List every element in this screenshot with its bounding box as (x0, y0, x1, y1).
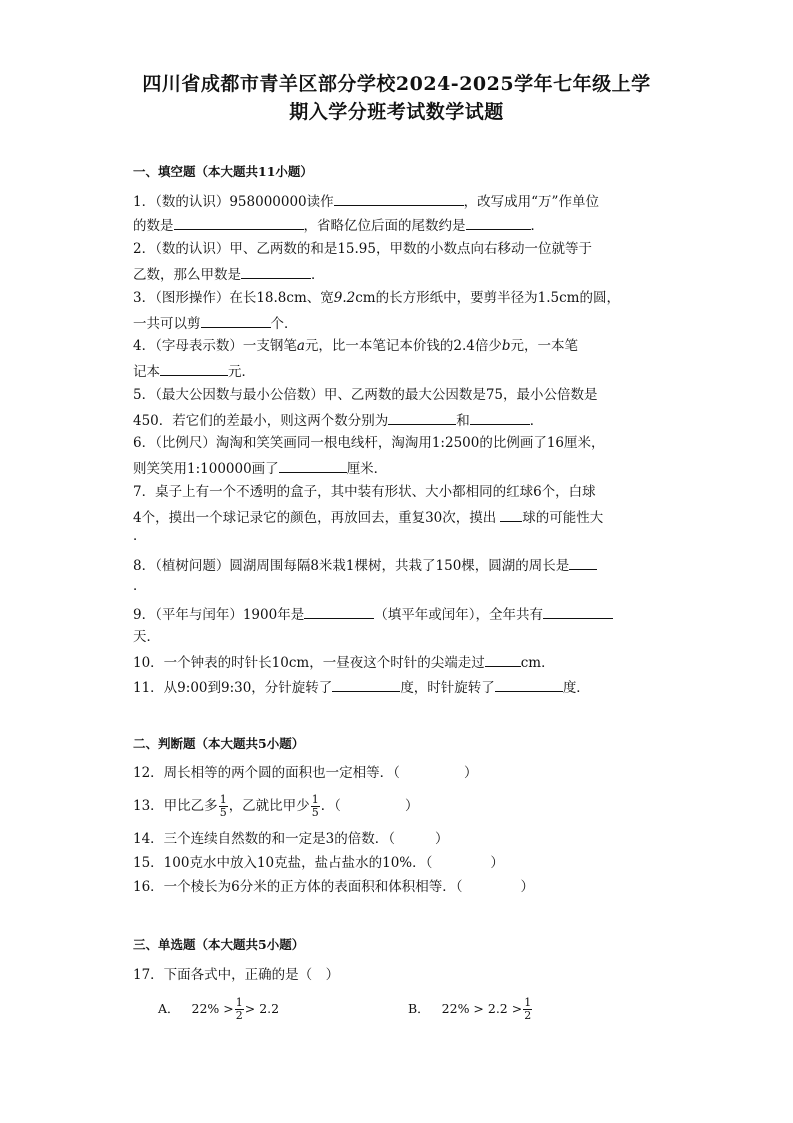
fraction-one-half: $\frac{1}{2}$ (235, 996, 243, 1022)
question-12: 12．周长相等的两个圆的面积也一定相等．（ ） (133, 765, 478, 781)
question-7-line-2: 4个，摸出一个球记录它的颜色，再放回去，重复30次，摸出 球的可能性大 (133, 507, 678, 527)
option-b[interactable]: B． 22% > 2.2 > $\frac{1}{2}$ (408, 996, 532, 1022)
question-4-line-2: 记本 元． (133, 361, 678, 381)
question-1-line-2: 的数是 ，省略亿位后面的尾数约是 ． (133, 215, 678, 235)
question-8-line-2: ． (133, 578, 147, 594)
question-4-line-1: 4．（字母表示数）一支钢笔a元，比一本笔记本价钱的2.4倍少b元，一本笔 (133, 338, 579, 354)
answer-blank[interactable] (388, 410, 456, 425)
fraction-one-half: $\frac{1}{2}$ (524, 996, 532, 1022)
question-13: 13．甲比乙多 $\frac{1}{5}$ ，乙就比甲少 $\frac{1}{5}$ ．（ ） (133, 793, 419, 819)
answer-blank[interactable] (500, 507, 522, 522)
answer-blank[interactable] (569, 555, 597, 570)
question-7-line-1: 7．桌子上有一个不透明的盒子，其中装有形状、大小都相同的红球6个，白球 (133, 484, 596, 500)
question-8-line-1: 8．（植树问题）圆湖周围每隔8米栽1棵树，共栽了150棵，圆湖的周长是 (133, 555, 678, 575)
question-3-line-1: 3．（图形操作）在长18.8cm、宽9.2cm的长方形纸中，要剪半径为1.5cm的圆， (133, 290, 620, 306)
question-11: 11．从9:00到9:30，分针旋转了 度，时针旋转了 度． (133, 677, 678, 697)
question-16: 16．一个棱长为6分米的正方体的表面积和体积相等．（ ） (133, 879, 535, 895)
section-heading-fill-blank: 一、填空题（本大题共11小题） (133, 164, 313, 179)
section-heading-true-false: 二、判断题（本大题共5小题） (133, 736, 305, 751)
question-9-line-1: 9．（平年与闰年）1900年是 （填平年或闰年），全年共有 (133, 604, 678, 624)
question-6-line-1: 6．（比例尺）淘淘和笑笑画同一根电线杆，淘淘用1:2500的比例画了16厘米， (133, 435, 605, 451)
question-14: 14．三个连续自然数的和一定是3的倍数．（ ） (133, 831, 449, 847)
question-10: 10．一个钟表的时针长10cm，一昼夜这个时针的尖端走过 cm． (133, 652, 678, 672)
question-7-line-3: ． (133, 528, 147, 544)
answer-blank[interactable] (304, 604, 374, 619)
fraction-one-fifth: $\frac{1}{5}$ (219, 793, 227, 819)
answer-blank[interactable] (174, 215, 304, 230)
question-6-line-2: 则笑笑用1:100000画了 厘米． (133, 458, 678, 478)
question-3-line-2: 一共可以剪 个． (133, 313, 678, 333)
fraction-one-fifth: $\frac{1}{5}$ (311, 793, 319, 819)
question-5-line-2: 450．若它们的差最小，则这两个数分别为 和 ． (133, 410, 678, 430)
answer-blank[interactable] (495, 677, 563, 692)
answer-blank[interactable] (279, 458, 347, 473)
answer-blank[interactable] (332, 677, 400, 692)
question-2-line-2: 乙数，那么甲数是 ． (133, 264, 678, 284)
answer-blank[interactable] (470, 410, 530, 425)
answer-blank[interactable] (485, 652, 521, 667)
answer-blank[interactable] (466, 215, 531, 230)
section-heading-single-choice: 三、单选题（本大题共5小题） (133, 937, 305, 952)
question-17-stem: 17．下面各式中，正确的是（ ） (133, 967, 340, 983)
answer-blank[interactable] (160, 361, 228, 376)
answer-blank[interactable] (201, 313, 271, 328)
question-9-line-2: 天． (133, 629, 160, 645)
question-5-line-1: 5．（最大公因数与最小公倍数）甲、乙两数的最大公因数是75，最小公倍数是 (133, 387, 598, 403)
answer-blank[interactable] (241, 264, 311, 279)
question-2-line-1: 2．（数的认识）甲、乙两数的和是15.95，甲数的小数点向右移动一位就等于 (133, 241, 592, 257)
question-15: 15．100克水中放入10克盐，盐占盐水的10%．（ ） (133, 855, 504, 871)
option-a[interactable]: A． 22% > $\frac{1}{2}$ > 2.2 (158, 996, 280, 1022)
answer-blank[interactable] (543, 604, 613, 619)
exam-title-line-2: 期入学分班考试数学试题 (289, 101, 504, 123)
question-1-line-1: 1．（数的认识）958000000读作 ，改写成用“万”作单位 (133, 191, 678, 211)
exam-title-line-1: 四川省成都市青羊区部分学校2024-2025学年七年级上学 (142, 73, 651, 95)
answer-blank[interactable] (334, 191, 464, 206)
